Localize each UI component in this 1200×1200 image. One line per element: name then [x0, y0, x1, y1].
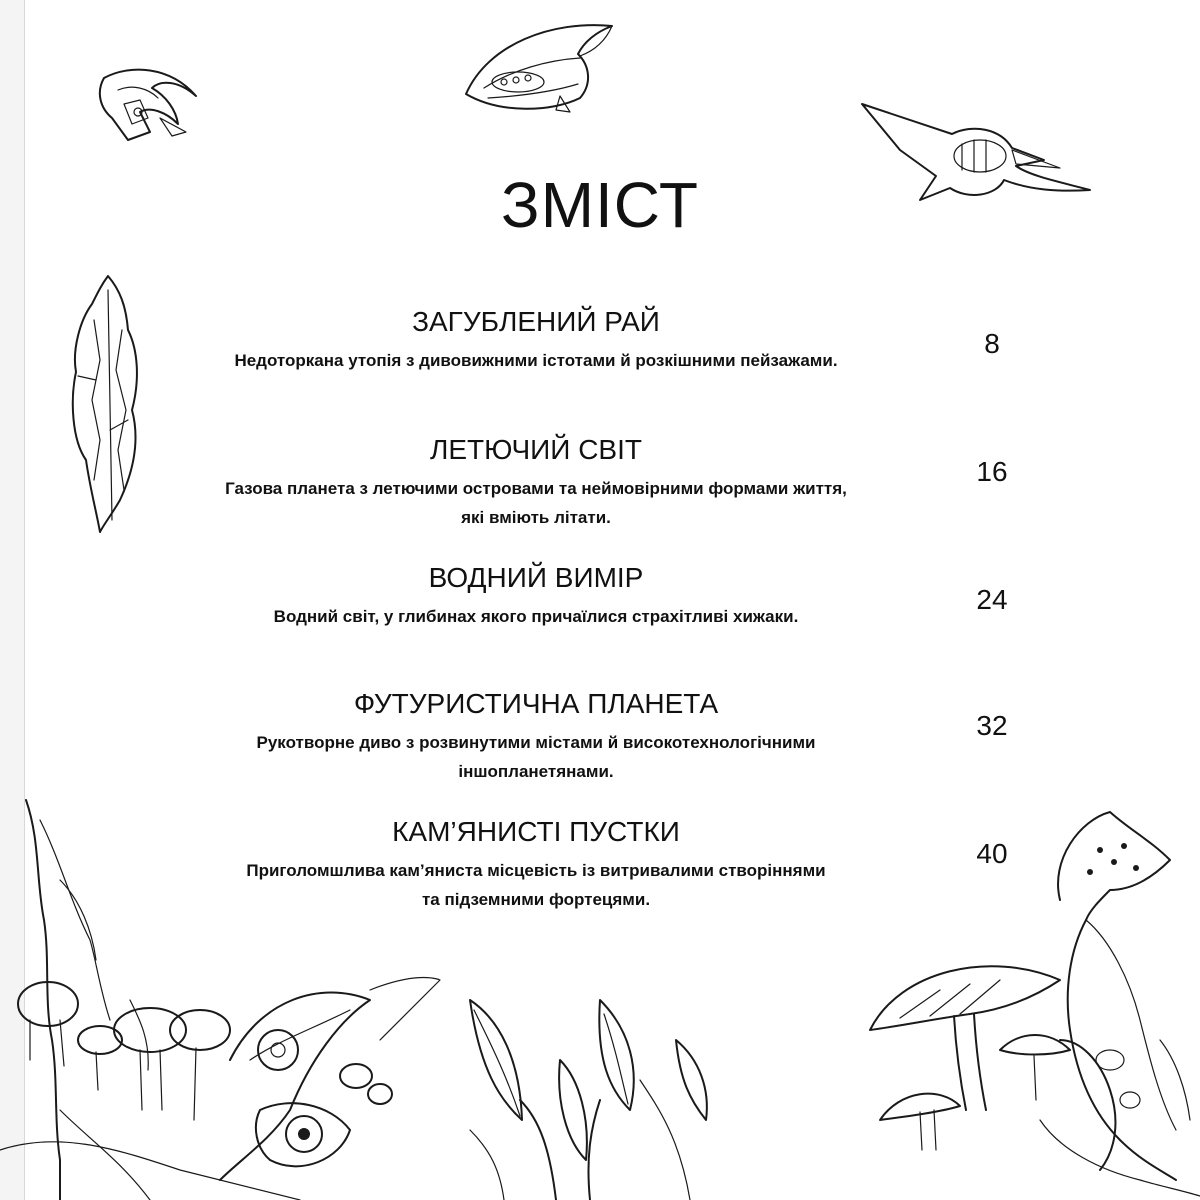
toc-entry-heading: ВОДНИЙ ВИМІР	[428, 562, 644, 593]
toc-entry	[0, 562, 1200, 682]
toc-entry	[0, 688, 1200, 808]
toc-entry-description	[0, 856, 1072, 914]
spaceship-illustration-top-center	[466, 25, 612, 112]
plants-illustration-bottom-center	[470, 1000, 707, 1200]
page-title: ЗМІСТ	[501, 169, 699, 241]
toc-entry	[0, 816, 1200, 936]
toc-entry-heading: ФУТУРИСТИЧНА ПЛАНЕТА	[353, 688, 719, 719]
description-line: Недоторкана утопія з дивовижними істотами й розкішними пейзажами.	[234, 351, 838, 370]
toc-entry-description	[0, 602, 1072, 631]
toc-entry	[0, 306, 1200, 426]
description-line: які вміють літати.	[461, 508, 611, 527]
toc-entry-heading: ЗАГУБЛЕНИЙ РАЙ	[412, 306, 660, 337]
toc-entry-description	[0, 474, 1072, 532]
toc-entry	[0, 434, 1200, 554]
description-line: Приголомшлива кам’яниста місцевість із витривалими створіннями	[246, 861, 826, 880]
description-line: іншопланетянами.	[458, 762, 614, 781]
toc-entry-page-number: 24	[976, 584, 1008, 615]
description-line: та підземними фортецями.	[421, 890, 651, 909]
description-line: Водний світ, у глибинах якого причаїлися страхітливі хижаки.	[273, 607, 799, 626]
spaceship-illustration-top-left	[100, 70, 196, 140]
description-line: Рукотворне диво з розвинутими містами й високотехнологічними	[256, 733, 816, 752]
toc-entry-heading: ЛЕТЮЧИЙ СВІТ	[430, 434, 642, 465]
description-line: Газова планета з летючими островами та неймовірними формами життя,	[225, 479, 847, 498]
toc-entry-page-number: 40	[976, 838, 1008, 869]
toc-entry-page-number: 32	[976, 710, 1008, 741]
toc-entry-page-number: 8	[984, 328, 1000, 359]
toc-entry-description	[0, 728, 1072, 786]
toc-entry-heading: КАМ’ЯНИСТІ ПУСТКИ	[392, 816, 680, 847]
toc-entry-description	[0, 346, 1072, 375]
toc-entry-page-number: 16	[976, 456, 1008, 487]
